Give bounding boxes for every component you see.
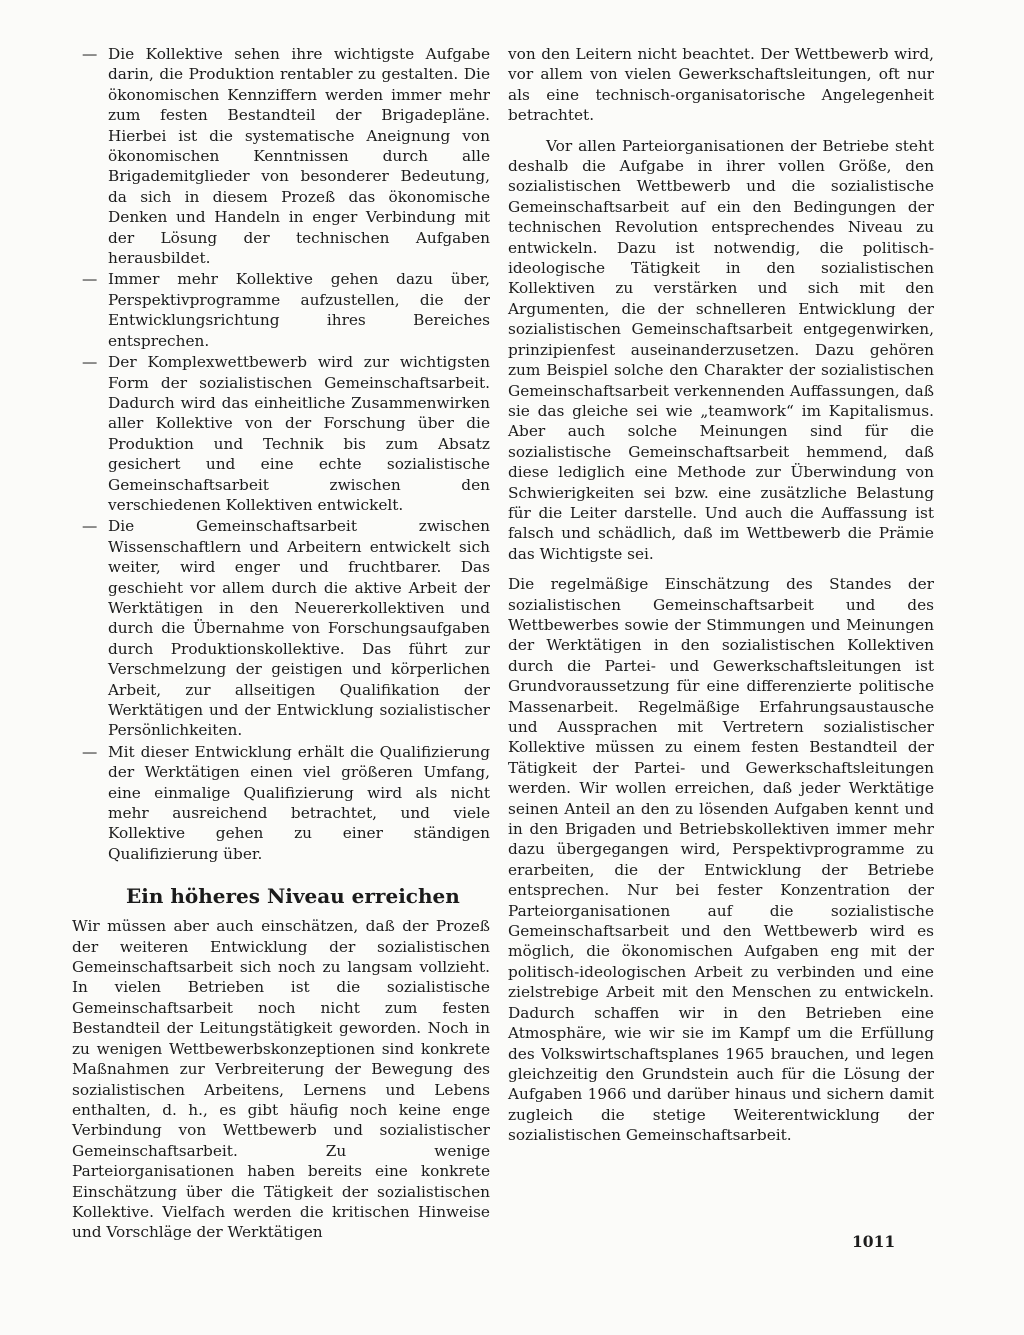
dash-bullet: — [82, 517, 98, 536]
section-heading: Ein höheres Niveau erreichen [126, 884, 460, 909]
list-item [72, 269, 490, 351]
body-paragraph-continued: von den Leitern nicht beachtet. Der Wettbewerb wird, vor allem von vielen Gewerkschaftsleitungen, oft nur als eine technisch-organisatorische Angelegenheit betrachtet. [508, 45, 934, 125]
dash-bullet: — [82, 742, 98, 761]
list-item [72, 352, 490, 515]
dash-bullet: — [82, 353, 98, 372]
body-paragraph: Die regelmäßige Einschätzung des Standes der sozialistischen Gemeinschaftsarbeit und des Wettbewerbes sowie der Stimmungen und Meinungen der Werktätigen in den sozialistischen Kollektiven durch die Partei- und Gewerkschaftsleitungen ist Grundvoraussetzung für eine differenzierte politische Massenarbeit. Regelmäßige Erfahrungsaustausche und Aussprachen mit Vertretern sozialistischer Kollektive müssen zu einem festen Bestandteil der Tätigkeit der Partei- und Gewerkschaftsleitungen werden. Wir wollen erreichen, daß jeder Werktätige seinen Anteil an den zu lösenden Aufgaben kennt und in den Brigaden und Betriebskollektiven immer mehr dazu übergegangen wird, Perspektivprogramme zu erarbeiten, die der Entwicklung der Betriebe entsprechen. Nur bei fester Konzentration der Parteiorganisationen auf die sozialistische Gemeinschaftsarbeit und den Wettbewerb wird es möglich, die ökonomischen Aufgaben eng mit der politisch-ideologischen Arbeit zu verbinden und eine zielstrebige Arbeit mit den Menschen zu entwickeln. Dadurch schaffen wir in den Betrieben eine Atmosphäre, wie wir sie im Kampf um die Erfüllung des Volkswirtschaftsplanes 1965 brauchen, und legen gleichzeitig den Grundstein auch für die Lösung der Aufgaben 1966 und darüber hinaus und sichern damit zugleich die stetige Weiterentwicklung der sozialistischen Gemeinschaftsarbeit. [508, 575, 934, 1145]
dash-bullet: — [82, 270, 98, 289]
list-item-text: Immer mehr Kollektive gehen dazu über, Perspektivprogramme aufzustellen, die der Entwicklungsrichtung ihres Bereiches entsprechen. [108, 270, 490, 350]
list-item-text: Die Gemeinschaftsarbeit zwischen Wissenschaftlern und Arbeitern entwickelt sich weiter, wird enger und fruchtbarer. Das geschieht vor allem durch die aktive Arbeit der Werktätigen in den Neuererkollektiven und durch die Übernahme von Forschungsaufgaben durch Produktionskollektive. Das führt zur Verschmelzung der geistigen und körperlichen Arbeit, zur allseitigen Qualifikation der Werktätigen und der Entwicklung sozialistischer Persönlichkeiten. [108, 517, 490, 740]
list-item [72, 742, 490, 864]
body-paragraph: Vor allen Parteiorganisationen der Betriebe steht deshalb die Aufgabe in ihrer vollen Größe, den sozialistischen Wettbewerb und die sozialistische Gemeinschaftsarbeit auf ein den Bedingungen der technischen Revolution entsprechendes Niveau zu entwickeln. Dazu ist notwendig, die politisch-ideologische Tätigkeit in den sozialistischen Kollektiven zu verstärken und sich mit den Argumenten, die der schnelleren Entwicklung der sozialistischen Gemeinschaftsarbeit entgegenwirken, prinzipienfest auseinanderzusetzen. Dazu gehören zum Beispiel solche den Charakter der sozialistischen Gemeinschaftsarbeit verkennenden Auffassungen, daß sie das gleiche sei wie „teamwork“ im Kapitalismus. Aber auch solche Meinungen sind für die sozialistische Gemeinschaftsarbeit hemmend, daß diese lediglich eine Methode zur Überwindung von Schwierigkeiten sei bzw. eine zusätzliche Belastung für die Leiter darstelle. Und auch die Auffassung ist falsch und schädlich, daß im Wettbewerb die Prämie das Wichtigste sei. [508, 136, 934, 563]
right-column [508, 44, 934, 1146]
list-item [72, 516, 490, 740]
list-item-text: Der Komplexwettbewerb wird zur wichtigsten Form der sozialistischen Gemeinschaftsarbeit. Dadurch wird das einheitliche Zusammenwirken aller Kollektive von der Forschung über die Produktion und Technik bis zum Absatz gesichert und eine echte sozialistische Gemeinschaftsarbeit zwischen den verschiedenen Kollektiven entwickelt. [108, 353, 490, 514]
left-column [72, 44, 490, 1243]
list-item [72, 44, 490, 268]
list-item-text: Mit dieser Entwicklung erhält die Qualifizierung der Werktätigen einen viel größeren Umfang, eine einmalige Qualifizierung wird als nicht mehr ausreichend betrachtet, und viele Kollektive gehen zu einer ständigen Qualifizierung über. [108, 742, 490, 863]
dash-bullet: — [82, 45, 98, 63]
page-number: 1011 [852, 1232, 896, 1251]
list-item-text: Die Kollektive sehen ihre wichtigste Aufgabe darin, die Produktion rentabler zu gestalten. Die ökonomischen Kennziffern werden immer mehr zum festen Bestandteil der Brigadepläne. Hierbei ist die systematische Aneignung von ökonomischen Kenntnissen durch alle Brigademitglieder von besonderer Bedeutung, da sich in diesem Prozeß das ökonomische Denken und Handeln in enger Verbindung mit der Lösung der technischen Aufgaben herausbildet. [108, 45, 490, 268]
body-paragraph: Wir müssen aber auch einschätzen, daß der Prozeß der weiteren Entwicklung der sozialistischen Gemeinschaftsarbeit sich noch zu langsam vollzieht. In vielen Betrieben ist die sozialistische Gemeinschaftsarbeit noch nicht zum festen Bestandteil der Leitungstätigkeit geworden. Noch in zu wenigen Wettbewerbskonzeptionen sind konkrete Maßnahmen zur Verbreiterung der Bewegung des sozialistischen Arbeitens, Lernens und Lebens enthalten, d. h., es gibt häufig noch keine enge Verbindung von Wettbewerb und sozialistischer Gemeinschaftsarbeit. Zu wenige Parteiorganisationen haben bereits eine konkrete Einschätzung über die Tätigkeit der sozialistischen Kollektive. Vielfach werden die kritischen Hinweise und Vorschläge der Werktätigen [72, 917, 490, 1242]
